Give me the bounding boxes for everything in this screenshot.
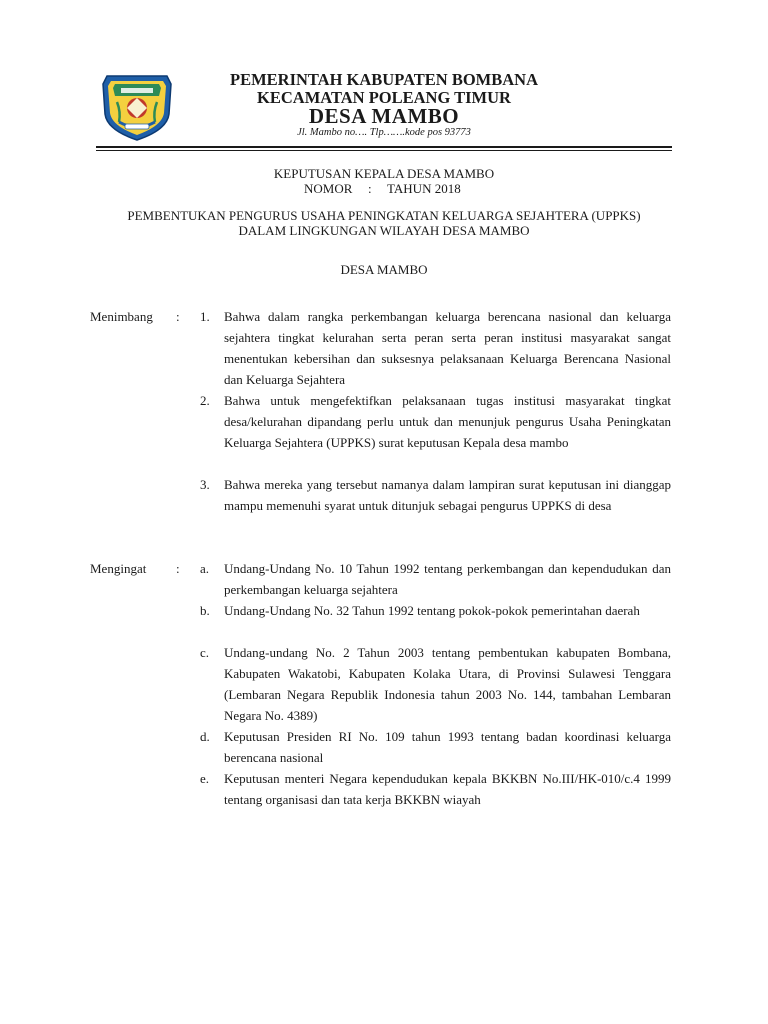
letterhead-divider-thick: [96, 146, 672, 148]
mengingat-colon: :: [176, 561, 180, 576]
menimbang-item-marker: 2.: [200, 393, 210, 408]
mengingat-item-marker: e.: [200, 771, 210, 786]
letterhead-government: PEMERINTAH KABUPATEN BOMBANA: [229, 70, 538, 89]
mengingat-item-marker: d.: [200, 729, 210, 744]
letterhead-address: Jl. Mambo no…. Tlp…….kode pos 93773: [297, 127, 471, 138]
mengingat-item: Keputusan menteri Negara kependudukan kepala BKKBN No.III/HK-010/c.4 1999 tentang organisasi dan tata kerja BKKBN wiayah: [224, 771, 671, 807]
decree-title: KEPUTUSAN KEPALA DESA MAMBO: [273, 166, 495, 181]
mengingat-item-marker: c.: [200, 645, 210, 660]
menimbang-item: Bahwa dalam rangka perkembangan keluarga berencana nasional dan keluarga sejahtera tingkat kelurahan serta peran serta peran institusi masyarakat sangat menentukan kebersihan dan suksesnya pelaksanaan Keluarga Berencana Nasional dan Keluarga Sejahtera: [224, 309, 671, 387]
decree-issuer: DESA MAMBO: [340, 262, 428, 277]
menimbang-colon: :: [176, 309, 180, 324]
decree-subject-line-2: DALAM LINGKUNGAN WILAYAH DESA MAMBO: [238, 223, 530, 238]
regency-coat-of-arms-icon: [97, 72, 177, 142]
mengingat-item-marker: a.: [200, 561, 210, 576]
mengingat-item: Undang-undang No. 2 Tahun 2003 tentang pembentukan kabupaten Bombana, Kabupaten Wakatobi, Kabupaten Kolaka Utara, di Provinsi Sulawesi Tenggara (Lembaran Negara Republik Indonesia tahun 2003 No. 144, tambahan Lembaran Negara No. 4389): [224, 645, 671, 723]
mengingat-item: Keputusan Presiden RI No. 109 tahun 1993 tentang badan koordinasi keluarga berencana nasional: [224, 729, 671, 765]
letterhead-district: KECAMATAN POLEANG TIMUR: [257, 88, 511, 107]
decree-number-label: NOMOR: [304, 181, 353, 196]
mengingat-item-marker: b.: [200, 603, 210, 618]
menimbang-item-marker: 1.: [200, 309, 210, 324]
letterhead-village: DESA MAMBO: [308, 104, 460, 128]
decree-subject-line-1: PEMBENTUKAN PENGURUS USAHA PENINGKATAN KELUARGA SEJAHTERA (UPPKS): [127, 208, 641, 223]
letterhead-divider-thin: [96, 150, 672, 151]
decree-number-colon: :: [368, 181, 372, 196]
mengingat-label: Mengingat: [90, 561, 147, 576]
menimbang-item: Bahwa untuk mengefektifkan pelaksanaan tugas institusi masyarakat tingkat desa/kelurahan dipandang perlu untuk dan menunjuk pengurus Usaha Peningkatan Keluarga Sejahtera (UPPKS) surat keputusan Kepala desa mambo: [224, 393, 671, 450]
mengingat-item: Undang-Undang No. 10 Tahun 1992 tentang perkembangan dan kependudukan dan perkembangan keluarga sejahtera: [224, 561, 671, 597]
menimbang-item: Bahwa mereka yang tersebut namanya dalam lampiran surat keputusan ini dianggap mampu memenuhi syarat untuk ditunjuk sebagai pengurus UPPKS di desa: [224, 477, 671, 513]
mengingat-item: Undang-Undang No. 32 Tahun 1992 tentang pokok-pokok pemerintahan daerah: [224, 603, 640, 618]
menimbang-item-marker: 3.: [200, 477, 210, 492]
decree-year: TAHUN 2018: [387, 181, 461, 196]
menimbang-label: Menimbang: [90, 309, 153, 324]
